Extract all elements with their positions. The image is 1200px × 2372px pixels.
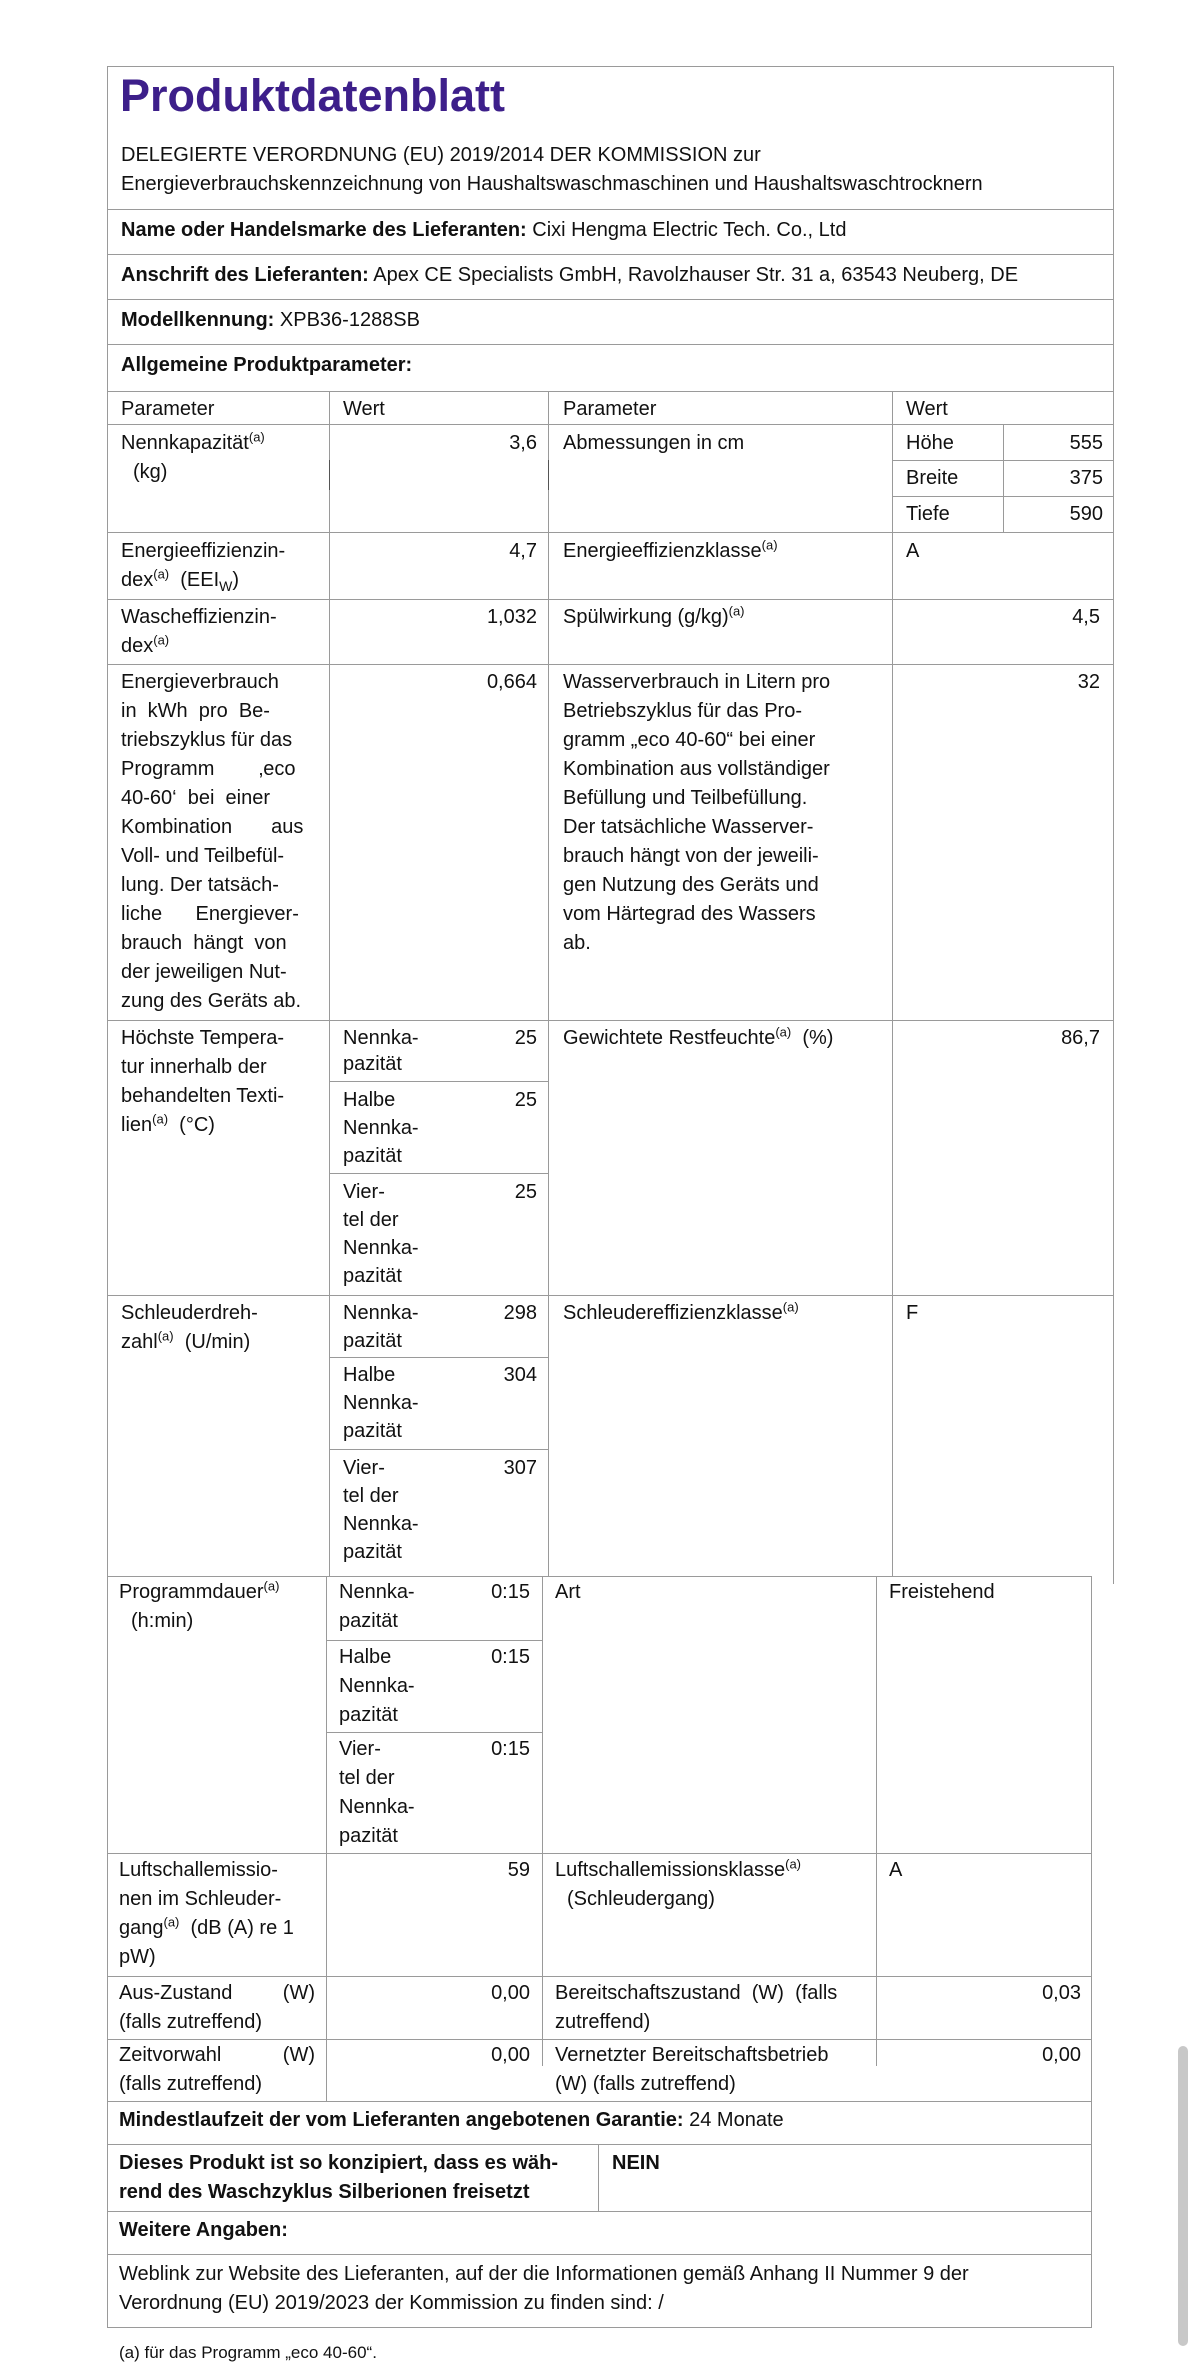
width-value: 375 (1069, 467, 1103, 489)
spin-sub-0-l1: pazität (343, 1330, 402, 1352)
rinse-label: Spülwirkung $(g/kg)^{(a)}$ (563, 603, 745, 628)
eclass-label: Energieeffizienzklasse$^{(a)}$ (563, 537, 778, 562)
temp-sub-2-l2: Nennka- (343, 1237, 419, 1259)
off-line-1: (falls zutreffend) (119, 2011, 263, 2033)
delay-value: 0,00 (491, 2044, 530, 2066)
water-line-6: brauch hängt von der jeweili- (563, 845, 819, 867)
spin-line-1: zahl$^{(a)}$ (U/min) (121, 1328, 251, 1353)
delay-line-1: (falls zutreffend) (119, 2073, 263, 2095)
dur-sub-1-l1: Nennka- (339, 1675, 415, 1697)
dimensions-label: Abmessungen in cm (563, 432, 745, 454)
temp-sub-2-l0: Vier- (343, 1181, 385, 1203)
col2-divider-2 (542, 1576, 543, 2066)
energy-line-6: Voll- und Teilbefül- (121, 845, 285, 867)
eei-value: 4,7 (509, 540, 537, 562)
depth-label: Tiefe (906, 503, 950, 525)
noiseclass-label: Luftschallemissionsklasse$^{(a)}$ (555, 1856, 801, 1881)
water-line-5: Der tatsächliche Wasserver- (563, 816, 814, 838)
sub-line (329, 1449, 549, 1450)
temp-line-3: lien$^{(a)}$ (°C) (121, 1111, 215, 1136)
page-title: Produktdatenblatt (120, 70, 506, 121)
standby-value: 0,03 (1042, 1982, 1081, 2004)
energy-line-7: lung. Der tatsäch- (121, 874, 279, 896)
address-value: Apex CE Specialists GmbH, Ravolzhauser Str. 31 a, 63543 Neuberg, DE (373, 264, 1019, 286)
eclass-value: A (906, 540, 920, 562)
water-line-2: gramm „eco 40-60“ bei einer (563, 729, 816, 751)
wei-value: 1,032 (486, 606, 537, 628)
dur-sub-2-l2: Nennka- (339, 1796, 415, 1818)
spinclass-value: F (906, 1302, 919, 1324)
rinse-value: 4,5 (1072, 606, 1100, 628)
water-line-8: vom Härtegrad des Wassers (563, 903, 816, 925)
weblink-line-0: Weblink zur Website des Lieferanten, auf der die Informationen gemäß Anhang II Nummer 9 der (119, 2263, 969, 2285)
off-value: 0,00 (491, 1982, 530, 2004)
moisture-value: 86,7 (1061, 1027, 1100, 1049)
row-line (107, 1853, 1092, 1854)
energy-line-9: brauch hängt von (121, 932, 287, 954)
address-text (121, 261, 1018, 290)
delay-line-0: Zeitvorwahl (W) (119, 2044, 315, 2066)
dur-sub-0-l1: pazität (339, 1610, 398, 1632)
model-label: Modellkennung: (121, 309, 275, 331)
address-label: Anschrift des Lieferanten: (121, 264, 369, 286)
dur-sub-1-value: 0:15 (491, 1646, 530, 1668)
warranty-label: Mindestlaufzeit der vom Lieferanten angebotenen Garantie: (119, 2109, 684, 2131)
spinclass-label: Schleudereffizienzklasse$^{(a)}$ (563, 1299, 799, 1324)
moisture-label: Gewichtete Restfeuchte$^{(a)}$ (%) (563, 1024, 834, 1049)
energy-line-11: zung des Geräts ab. (121, 990, 302, 1012)
spin-line-0: Schleuderdreh- (121, 1302, 258, 1324)
dur-sub-1-l2: pazität (339, 1704, 398, 1726)
cap-mark-1 (329, 460, 330, 490)
dur-sub-2-l3: pazität (339, 1825, 398, 1847)
header-param: Parameter (121, 398, 215, 420)
temp-line-1: tur innerhalb der (121, 1056, 267, 1078)
energy-line-2: triebszyklus für das (121, 729, 293, 751)
noise-line-2: gang$^{(a)}$ (dB (A) re 1 (119, 1914, 294, 1939)
height-label: Höhe (906, 432, 954, 454)
off-line-0: Aus-Zustand (W) (119, 1982, 315, 2004)
dim-inner-divider (1003, 424, 1004, 532)
col-divider-2 (548, 391, 549, 1584)
silver-line-0: Dieses Produkt ist so konzipiert, dass es wäh- (119, 2152, 559, 2174)
col-divider-3 (892, 391, 893, 1584)
further-info-label: Weitere Angaben: (119, 2219, 288, 2241)
sub-line (329, 1081, 549, 1082)
temp-sub-1-l1: Nennka- (343, 1117, 419, 1139)
depth-value: 590 (1069, 503, 1103, 525)
width-label: Breite (906, 467, 959, 489)
temp-sub-1-l0: Halbe (343, 1089, 396, 1111)
energy-line-5: Kombination aus (121, 816, 304, 838)
spin-sub-2-value: 307 (503, 1457, 537, 1479)
warranty-text (119, 2106, 784, 2135)
dur-sub-2-value: 0:15 (491, 1738, 530, 1760)
supplier-name-value: Cixi Hengma Electric Tech. Co., Ltd (532, 219, 847, 241)
row-line (107, 1976, 1092, 1977)
header-param-2: Parameter (563, 398, 657, 420)
water-line-1: Betriebszyklus für das Pro- (563, 700, 802, 722)
row-line (107, 599, 1114, 600)
capacity-label: Nennkapazität$^{(a)}$ (121, 429, 265, 454)
spin-sub-1-l1: Nennka- (343, 1392, 419, 1414)
dim-line-2 (892, 496, 1114, 497)
temp-sub-1-value: 25 (514, 1089, 537, 1111)
temp-sub-0-l1: pazität (343, 1053, 402, 1075)
temp-sub-0-l0: Nennka- (343, 1027, 419, 1049)
eei-label-1: Energieeffizienzin- (121, 540, 286, 562)
row-line (107, 1295, 1114, 1296)
row-line (107, 2039, 1092, 2040)
noiseclass-label-2: (Schleudergang) (567, 1888, 715, 1910)
wei-label-2: dex$^{(a)}$ (121, 632, 170, 657)
height-value: 555 (1069, 432, 1103, 454)
spin-sub-2-l1: tel der (343, 1485, 399, 1507)
energy-line-10: der jeweiligen Nut- (121, 961, 287, 983)
row-line (107, 1020, 1114, 1021)
temp-line-0: Höchste Tempera- (121, 1027, 285, 1049)
water-line-3: Kombination aus vollständiger (563, 758, 830, 780)
scrollbar-thumb[interactable] (1178, 2046, 1188, 2346)
dur-sub-1-l0: Halbe (339, 1646, 392, 1668)
sub-line (326, 1732, 542, 1733)
temp-sub-2-value: 25 (514, 1181, 537, 1203)
spin-sub-1-l0: Halbe (343, 1364, 396, 1386)
energy-line-0: Energieverbrauch (121, 671, 279, 693)
spin-sub-2-l2: Nennka- (343, 1513, 419, 1535)
water-line-4: Befüllung und Teilbefüllung. (563, 787, 808, 809)
capacity-unit: (kg) (133, 461, 168, 483)
noiseclass-value: A (889, 1859, 903, 1881)
noise-line-1: nen im Schleuder- (119, 1888, 282, 1910)
eei-label-2: dex$^{(a)}$ $(EEI_W)$ (121, 566, 240, 594)
spin-sub-2-l0: Vier- (343, 1457, 385, 1479)
regulation-line-2: Energieverbrauchskennzeichnung von Haushaltswaschmaschinen und Haushaltswaschtrocknern (121, 173, 983, 195)
supplier-name-label: Name oder Handelsmarke des Lieferanten: (121, 219, 527, 241)
temp-sub-2-l1: tel der (343, 1209, 399, 1231)
dim-line-1 (892, 460, 1114, 461)
energy-line-8: liche Energiever- (121, 903, 299, 925)
noise-value: 59 (507, 1859, 530, 1881)
footnote: (a) für das Programm „eco 40-60“. (119, 2343, 377, 2362)
regulation-line-1: DELEGIERTE VERORDNUNG (EU) 2019/2014 DER KOMMISSION zur (121, 144, 761, 166)
wei-label-1: Wascheffizienzin- (121, 606, 277, 628)
spin-sub-2-l3: pazität (343, 1541, 402, 1563)
noise-line-0: Luftschallemissio- (119, 1859, 278, 1881)
spin-sub-1-value: 304 (503, 1364, 537, 1386)
dur-sub-2-l1: tel der (339, 1767, 395, 1789)
noise-line-3: pW) (119, 1946, 156, 1968)
temp-sub-0-value: 25 (514, 1027, 537, 1049)
networked-line-1: (W) (falls zutreffend) (555, 2073, 736, 2095)
capacity-value: 3,6 (509, 432, 537, 454)
col2-divider-1 (326, 1576, 327, 2143)
water-line-7: gen Nutzung des Geräts und (563, 874, 819, 896)
general-params-label: Allgemeine Produktparameter: (121, 354, 413, 376)
col-divider-1 (329, 391, 330, 1584)
dur-sub-2-l0: Vier- (339, 1738, 381, 1760)
energy-value: 0,664 (486, 671, 537, 693)
spin-sub-1-l2: pazität (343, 1420, 402, 1442)
warranty-value: 24 Monate (689, 2109, 784, 2131)
row-line (107, 532, 1114, 533)
spin-sub-0-l0: Nennka- (343, 1302, 419, 1324)
spin-sub-0-value: 298 (503, 1302, 537, 1324)
energy-line-4: 40-60‘ bei einer (121, 787, 270, 809)
model-text (121, 306, 420, 335)
water-line-9: ab. (563, 932, 591, 954)
water-value: 32 (1077, 671, 1100, 693)
networked-value: 0,00 (1042, 2044, 1081, 2066)
standby-line-1: zutreffend) (555, 2011, 651, 2033)
weblink-line-1: Verordnung (EU) 2019/2023 der Kommission zu finden sind: / (119, 2292, 664, 2314)
supplier-name-text (121, 216, 846, 245)
row-line (107, 664, 1114, 665)
header-value: Wert (343, 398, 385, 420)
sub-line (329, 1173, 549, 1174)
silver-value: NEIN (612, 2152, 660, 2174)
silver-divider (598, 2144, 599, 2212)
temp-line-2: behandelten Texti- (121, 1085, 285, 1107)
type-value: Freistehend (889, 1581, 995, 1603)
duration-line-0: Programmdauer$^{(a)}$ (119, 1578, 280, 1603)
sub-line (329, 1357, 549, 1358)
water-line-0: Wasserverbrauch in Litern pro (563, 671, 831, 693)
header-value-2: Wert (906, 398, 948, 420)
energy-line-1: in kWh pro Be- (121, 700, 270, 722)
energy-line-3: Programm ‚eco (121, 758, 296, 780)
row-line (107, 424, 1114, 425)
cap-mark-2 (548, 460, 549, 490)
dur-sub-0-value: 0:15 (491, 1581, 530, 1603)
duration-line-1: (h:min) (131, 1610, 194, 1632)
model-value: XPB36-1288SB (279, 309, 420, 331)
networked-line-0: Vernetzter Bereitschaftsbetrieb (555, 2044, 829, 2066)
temp-sub-1-l2: pazität (343, 1145, 402, 1167)
temp-sub-2-l3: pazität (343, 1265, 402, 1287)
type-label: Art (555, 1581, 581, 1603)
standby-line-0: Bereitschaftszustand (W) (falls (555, 1982, 838, 2004)
silver-line-1: rend des Waschzyklus Silberionen freisetzt (119, 2181, 530, 2203)
dur-sub-0-l0: Nennka- (339, 1581, 415, 1603)
sub-line (326, 1640, 542, 1641)
